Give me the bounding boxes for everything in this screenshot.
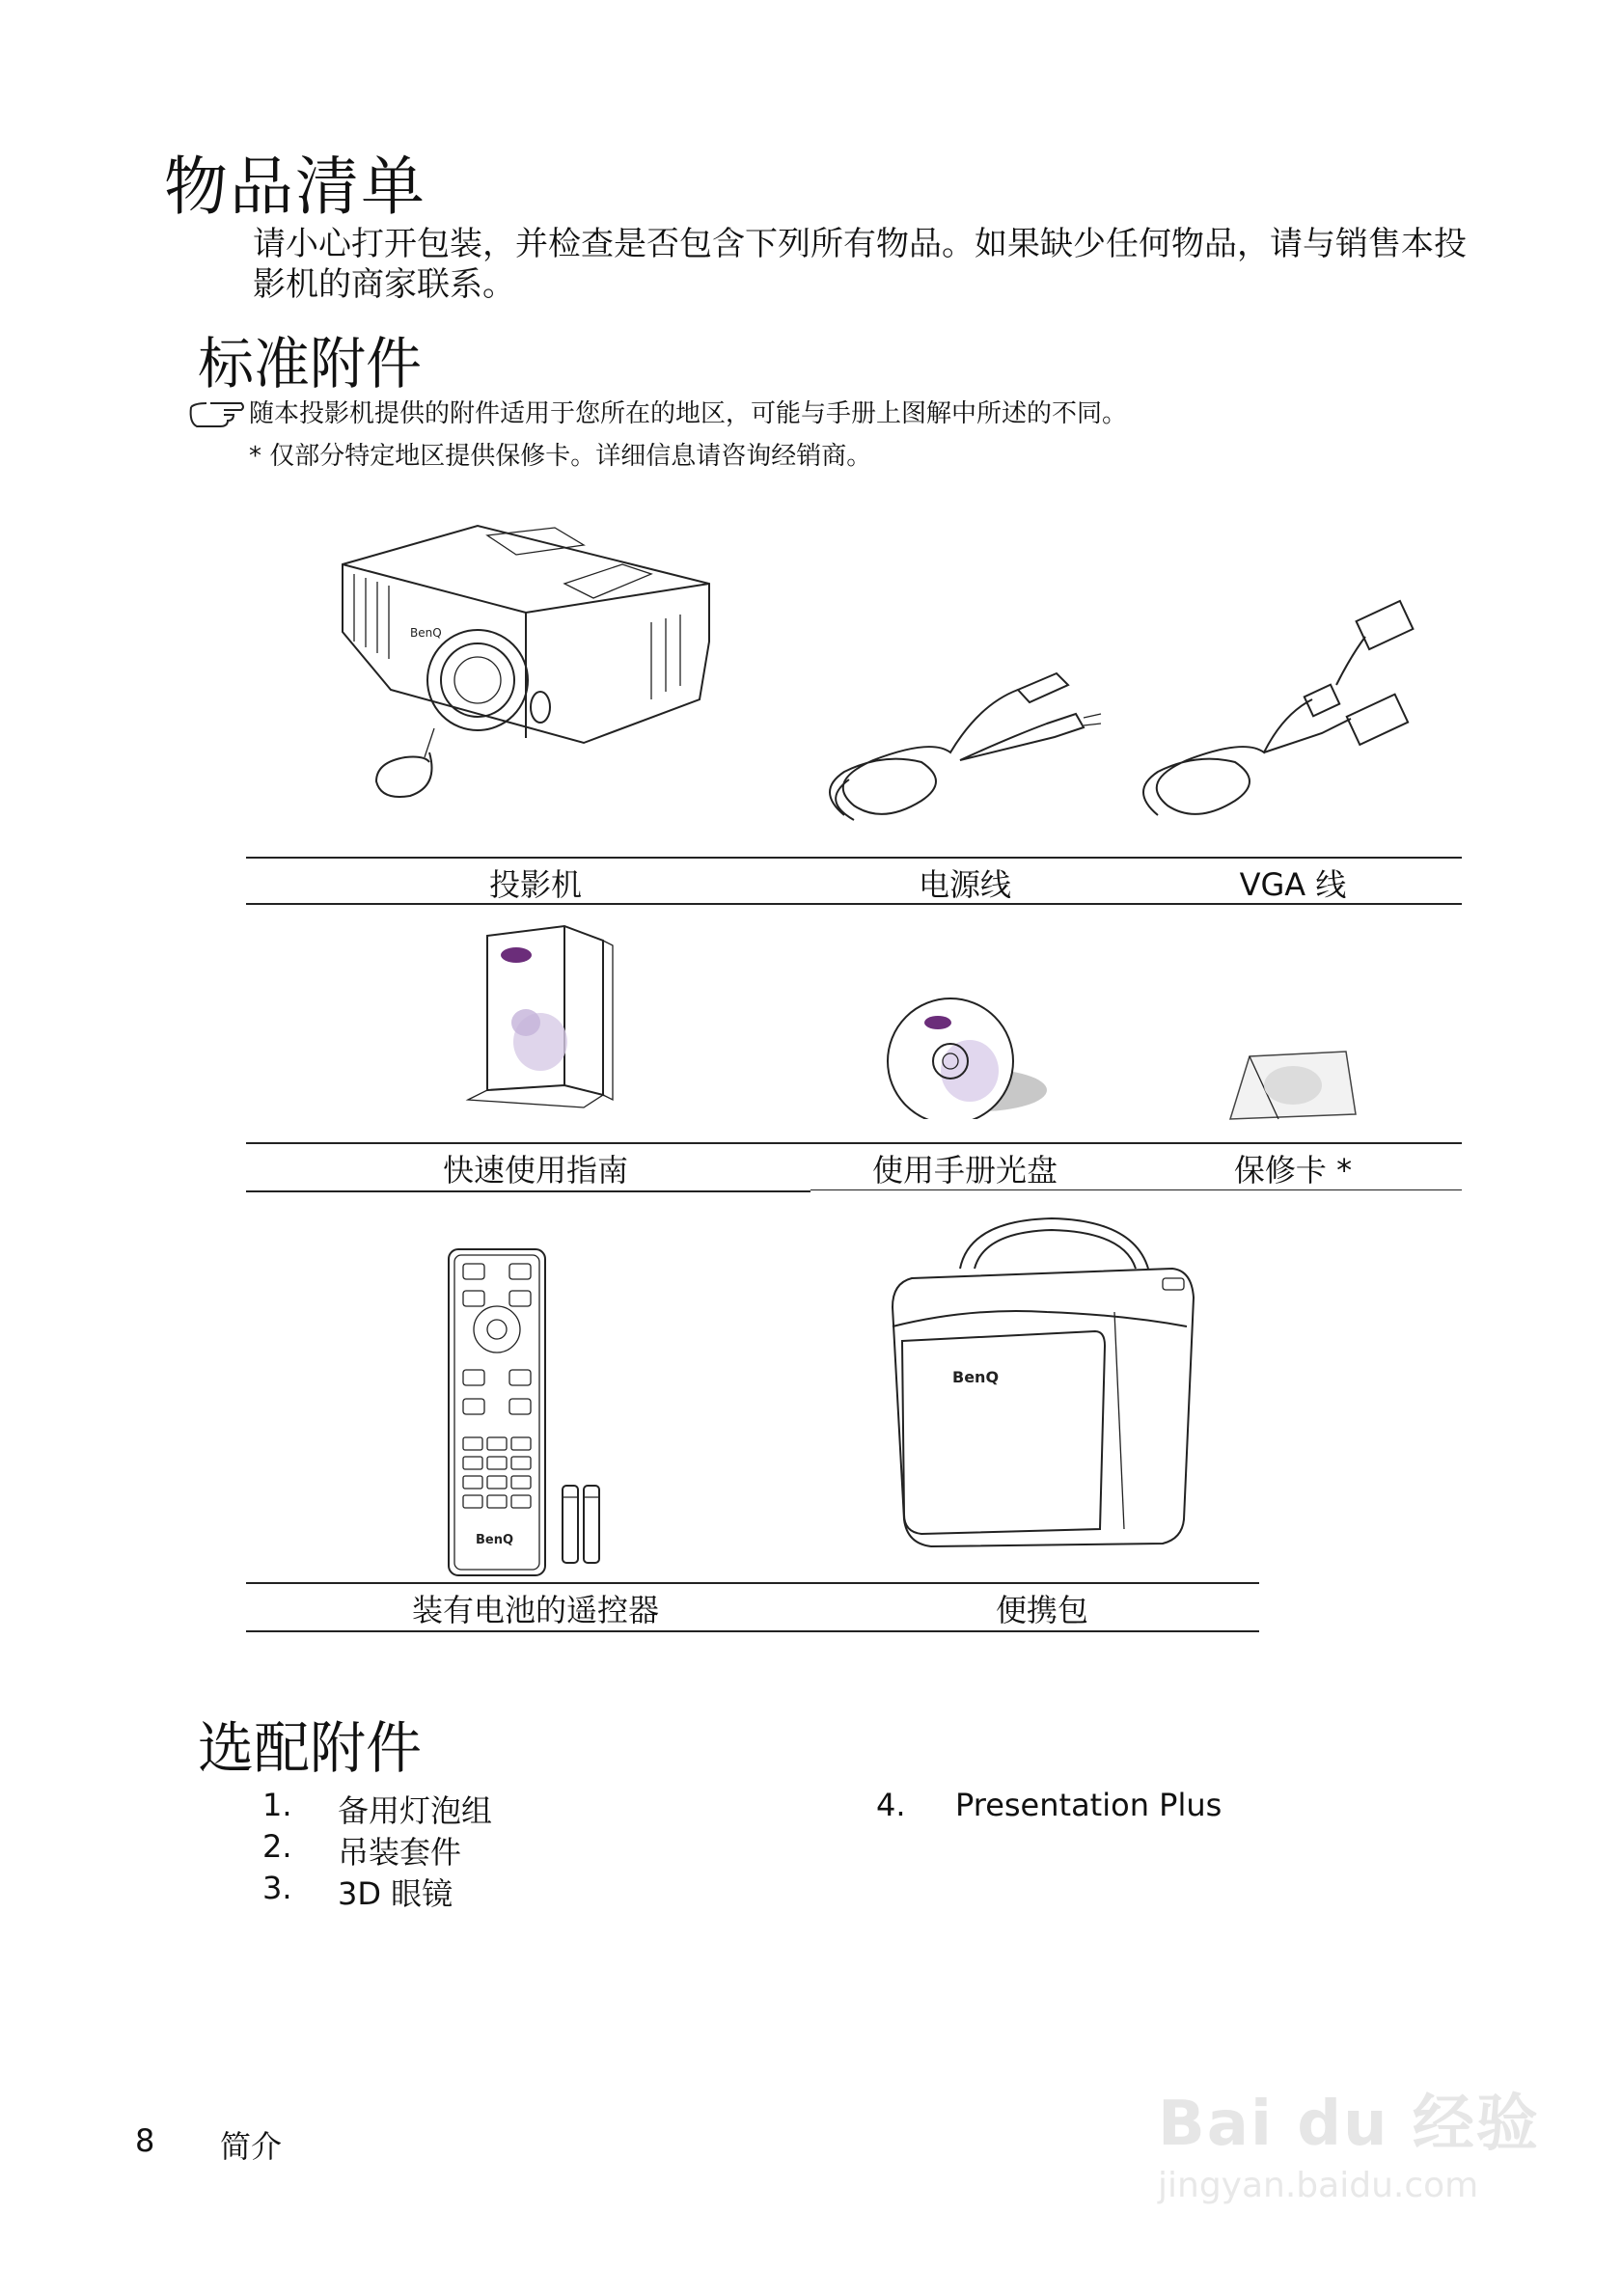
quick-guide-icon <box>458 916 632 1109</box>
remote-control-icon <box>439 1244 632 1582</box>
carry-bag-icon <box>883 1211 1211 1568</box>
warranty-card-icon <box>1221 1042 1365 1129</box>
table-rule <box>246 1582 1259 1584</box>
watermark-logo: Bai du 经验 <box>1158 2089 1540 2160</box>
standard-accessories-heading: 标准附件 <box>198 331 423 396</box>
page-number: 8 <box>135 2122 155 2159</box>
optional-accessories-heading: 选配附件 <box>198 1715 423 1781</box>
pointing-hand-icon <box>185 397 249 430</box>
table-rule <box>246 903 1462 905</box>
caption-power-cord: 电源线 <box>918 866 1011 903</box>
optional-item-number: 1. <box>262 1787 292 1823</box>
power-cord-icon <box>815 646 1124 839</box>
vga-cable-icon <box>1129 598 1438 839</box>
manual-cd-icon <box>878 994 1052 1119</box>
caption-vga-cable: VGA 线 <box>1239 866 1347 903</box>
table-rule <box>246 1630 1259 1632</box>
projector-brand-label: BenQ <box>410 626 442 640</box>
optional-item-number: 4. <box>876 1787 906 1823</box>
intro-text: 请小心打开包装，并检查是否包含下列所有物品。如果缺少任何物品，请与销售本投影机的商家联系。 <box>253 225 1467 304</box>
optional-item-3d-glasses: 3D 眼镜 <box>338 1875 453 1912</box>
optional-item-number: 3. <box>262 1870 292 1906</box>
optional-item-lamp: 备用灯泡组 <box>338 1792 493 1829</box>
page-title: 物品清单 <box>164 150 426 224</box>
bag-brand-label: BenQ <box>952 1368 1000 1386</box>
table-rule <box>246 1142 1462 1144</box>
optional-item-presentation-plus: Presentation Plus <box>955 1787 1223 1823</box>
table-rule <box>810 1189 1462 1190</box>
caption-projector: 投影机 <box>488 866 582 903</box>
remote-brand-label: BenQ <box>476 1533 514 1547</box>
caption-manual-cd: 使用手册光盘 <box>871 1152 1058 1189</box>
table-rule <box>246 1190 810 1192</box>
caption-carry-bag: 便携包 <box>995 1592 1088 1628</box>
region-note: 随本投影机提供的附件适用于您所在的地区，可能与手册上图解中所述的不同。 <box>249 399 1128 428</box>
table-rule <box>246 857 1462 859</box>
optional-item-ceiling-mount: 吊装套件 <box>338 1834 462 1871</box>
footer-section: 简介 <box>220 2128 283 2165</box>
caption-remote-control: 装有电池的遥控器 <box>411 1592 659 1628</box>
warranty-note: * 仅部分特定地区提供保修卡。详细信息请咨询经销商。 <box>249 442 872 471</box>
optional-item-number: 2. <box>262 1828 292 1865</box>
watermark-url: jingyan.baidu.com <box>1158 2166 1479 2205</box>
projector-icon <box>333 506 719 825</box>
caption-warranty-card: 保修卡 * <box>1233 1152 1353 1189</box>
caption-quick-guide: 快速使用指南 <box>442 1152 628 1189</box>
